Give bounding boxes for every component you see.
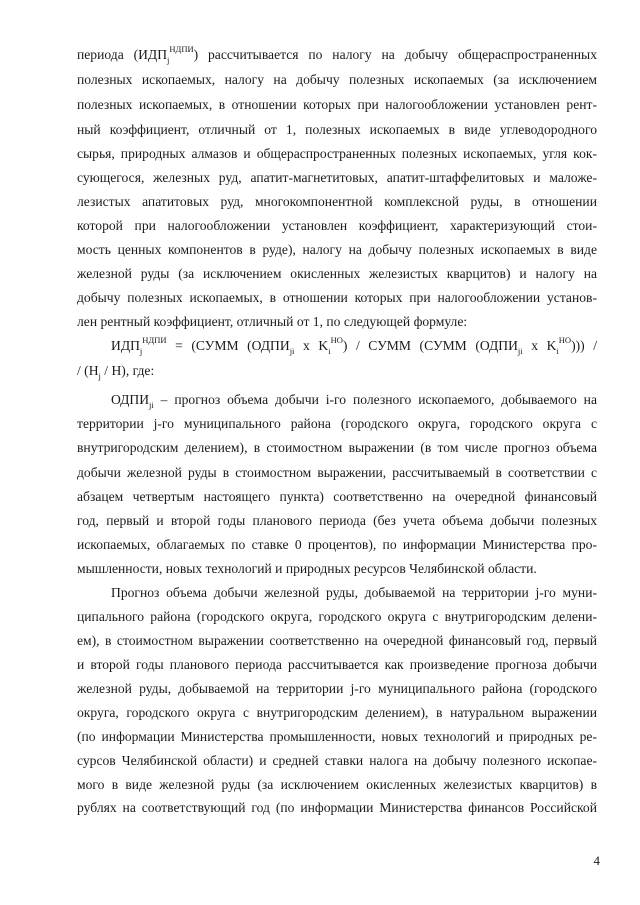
text-line: мышленности, новых технологий и природных ресурсов Челябинской области. xyxy=(77,561,537,576)
text-line: округа, городского округа с внутригородским делением), в натуральном выражении xyxy=(77,705,597,720)
text-line: лезистых апатитовых руд, многокомпонентной комплексной руды, в отношении xyxy=(77,194,597,209)
text-line: периода $(ИДП_j^{НДПИ})$ рассчитывается по налогу на добычу общераспространенных xyxy=(77,44,597,65)
text-line: (по информации Министерства промышленности, новых технологий и природных ре- xyxy=(77,729,597,744)
text-line: внутригородским делением), в стоимостном выражении (в том числе прогноз объема xyxy=(77,440,597,455)
text-line: добычу полезных ископаемых, в отношении которых при налогообложении установ- xyxy=(77,290,597,305)
text-line: сырья, природных алмазов и общераспространенных полезных ископаемых, угля кок- xyxy=(77,146,597,161)
text-line: мого в виде железной руды (за исключением окисленных железистых кварцитов) в xyxy=(77,777,597,792)
text-line: абзацем четвертым настоящего пункта) соответственно на очередной финансовый xyxy=(77,489,597,504)
text-line: $ИДП_j^{НДПИ}$ = (СУММ ($ОДПИ_{ji}$ х $K_i^{НО}$) / СУММ (СУММ ($ОДПИ_{ji}$ х $K_i^{НО}$))) / xyxy=(111,335,597,356)
text-line: сующегося, железных руд, апатит-магнетитовых, апатит-штаффелитовых и маложе- xyxy=(77,170,597,185)
text-line: / $(Н_j / Н)$, где: xyxy=(77,363,155,381)
text-line: год, первый и второй годы планового периода (без учета объема добычи полезных xyxy=(77,513,597,528)
text-line: территории j-го муниципального района (городского округа, городского округа с xyxy=(77,416,597,431)
text-line: полезных ископаемых, налогу на добычу полезных ископаемых (за исключением xyxy=(77,72,597,87)
text-line: ем), в стоимостном выражении соответственно на очередной финансовый год, первый xyxy=(77,633,597,648)
text-line: добычи железной руды в стоимостном выражении, рассчитываемый в соответствии с xyxy=(77,465,597,480)
text-line: $ОДПИ_{ji}$ – прогноз объема добычи i-го полезного ископаемого, добываемого на xyxy=(111,392,597,410)
text-line: которой при налогообложении установлен коэффициент, характеризующий стои- xyxy=(77,218,597,233)
text-line: ципального района (городского округа, городского округа с внутригородским делени- xyxy=(77,609,597,624)
page-number: 4 xyxy=(593,853,600,868)
text-line: полезных ископаемых, в отношении которых при налогообложении установлен рент- xyxy=(77,97,597,112)
text-line: Прогноз объема добычи железной руды, добываемой на территории j-го муни- xyxy=(111,585,597,600)
text-line: лен рентный коэффициент, отличный от 1, по следующей формуле: xyxy=(77,314,468,329)
text-line: ископаемых, облагаемых по ставке 0 процентов), по информации Министерства про- xyxy=(77,537,597,552)
text-line: железной руды (за исключением окисленных железистых кварцитов) и налогу на xyxy=(77,266,597,281)
text-line: железной руды, добываемой на территории j-го муниципального района (городского xyxy=(77,681,597,696)
text-line: сурсов Челябинской области) и средней ставки налога на добычу полезного ископае- xyxy=(77,753,597,768)
text-line: мость ценных компонентов в руде), налогу на добычу полезных ископаемых в виде xyxy=(77,242,597,257)
text-line: рублях на соответствующий год (по информации Министерства финансов Российской xyxy=(77,800,597,815)
text-line: ный коэффициент, отличный от 1, полезных ископаемых в виде углеводородного xyxy=(77,122,597,137)
text-line: и второй годы планового периода рассчитывается как произведение прогноза добычи xyxy=(77,657,597,672)
